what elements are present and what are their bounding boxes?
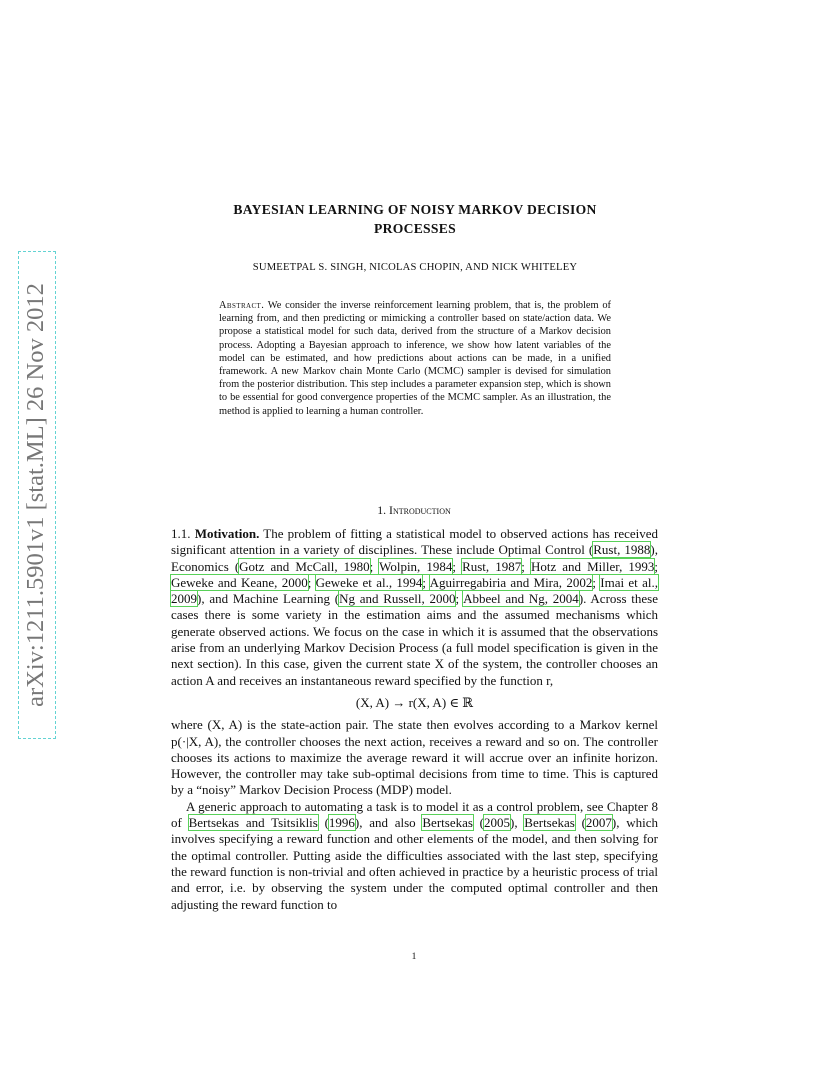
section-heading [170, 503, 658, 518]
paper-title [170, 200, 660, 238]
text-run: ; [369, 558, 380, 574]
text-run: ( [472, 815, 484, 831]
citation-link[interactable]: Geweke and Keane, 2000 [171, 574, 308, 590]
text-run: ), which involves specifying a reward function and other elements of the model, and then solving for the optimal controller. Putting aside the difficulties associated with the last step, specifying the reward function is non-trivial and often achieved in practice by a heuristic process of trial and error, i.e. by observing the system under the computed optimal controller and then adjusting the reward function to [171, 815, 658, 912]
text-run: ; [452, 558, 463, 574]
page-number: 1 [411, 952, 417, 962]
paragraph-motivation [171, 526, 658, 689]
text-run: ( [317, 815, 329, 831]
citation-link[interactable]: Hotz and Miller, 1993 [530, 558, 655, 574]
text-run: ( [574, 815, 586, 831]
text-run: ; [521, 558, 531, 574]
text-run: A generic approach to automating a task is to model it as a control problem, see Chapter 8 of [171, 798, 658, 831]
text-run: ), [509, 815, 525, 831]
citation-link[interactable]: Aguirregabiria and Mira, 2002 [429, 574, 593, 590]
text-run: ; [307, 574, 316, 590]
subsection-number: 1.1. [171, 526, 191, 541]
author-list: SUMEETPAL S. SINGH, NICOLAS CHOPIN, AND NICK WHITELEY [252, 262, 578, 273]
citation-link[interactable]: Ng and Russell, 2000 [339, 591, 456, 607]
subsection-title: Motivation. [194, 526, 260, 541]
arxiv-identifier[interactable]: arXiv:1211.5901v1 [stat.ML] 26 Nov 2012 [22, 283, 49, 707]
title-line-1: BAYESIAN LEARNING OF NOISY MARKOV DECISION [233, 202, 597, 217]
paragraph-generic-approach [171, 799, 658, 913]
abstract [219, 299, 611, 418]
display-equation: (X, A) → r(X, A) ∈ ℝ [355, 694, 474, 710]
citation-link[interactable]: Bertsekas and Tsitsiklis [188, 815, 318, 831]
citation-link[interactable]: Imai et al., 2009 [171, 574, 658, 607]
abstract-label: Abstract. [219, 300, 265, 311]
citation-link[interactable]: 2007 [585, 815, 612, 831]
text-run: ). Across these cases there is some variety in the estimation aims and the assumed mechanisms which generate observed actions. We focus on the case in which it is assumed that the observations arise from an underlying Markov Decision Process (a full model specification is given in the next section). In this case, given the current state X of the system, the controller chooses an action A and receives an instantaneous reward specified by the function r, [171, 591, 658, 688]
text-run: ; [654, 558, 659, 574]
text-run: ; [592, 574, 601, 590]
body-text [171, 526, 658, 913]
text-run: ), and Machine Learning ( [197, 591, 340, 607]
text-run: ), Economics ( [171, 542, 658, 574]
citation-link[interactable]: Rust, 1987 [462, 558, 522, 574]
citation-link[interactable]: Wolpin, 1984 [379, 558, 453, 574]
text-run: ; [422, 574, 430, 590]
paragraph-state-evolution: where (X, A) is the state-action pair. The state then evolves according to a Markov kernel p(·|X, A), the controller chooses the next action, receives a reward and so on. The controller chooses its actions to maximize the average reward it will accrue over an infinite horizon. However, the controller may take sub-optimal decisions from time to time. This is captured by a “noisy” Markov Decision Process (MDP) model. [171, 717, 658, 798]
citation-link[interactable]: 2005 [483, 815, 510, 831]
text-run: ), and also [354, 815, 423, 831]
citation-link[interactable]: Gotz and McCall, 1980 [239, 558, 370, 574]
abstract-text: We consider the inverse reinforcement learning problem, that is, the problem of learning from, and then predicting or mimicking a controller based on state/action data. We propose a statistical model for such data, derived from the structure of a Markov decision process. Adopting a Bayesian approach to inference, we show how latent variables of the model can be estimated, and how predictions about actions can be made, in a unified framework. A new Markov chain Monte Carlo (MCMC) sampler is devised for simulation from the posterior distribution. This step includes a parameter expansion step, which is shown to be essential for good convergence properties of the MCMC sampler. As an illustration, the method is applied to learning a human controller. [219, 300, 611, 417]
citation-link[interactable]: Abbeel and Ng, 2004 [463, 591, 579, 607]
section-title: Introduction [389, 503, 451, 517]
title-line-2: PROCESSES [373, 221, 457, 236]
citation-link[interactable]: Bertsekas [524, 815, 575, 831]
text-run: The problem of fitting a statistical model to observed actions has received significant attention in a variety of disciplines. These include Optimal Control ( [171, 526, 659, 558]
citation-link[interactable]: 1996 [328, 815, 355, 831]
text-run: ; [455, 591, 464, 607]
citation-link[interactable]: Geweke et al., 1994 [315, 574, 423, 590]
section-number: 1. [377, 503, 387, 517]
citation-link[interactable]: Rust, 1988 [593, 542, 651, 558]
citation-link[interactable]: Bertsekas [422, 815, 473, 831]
